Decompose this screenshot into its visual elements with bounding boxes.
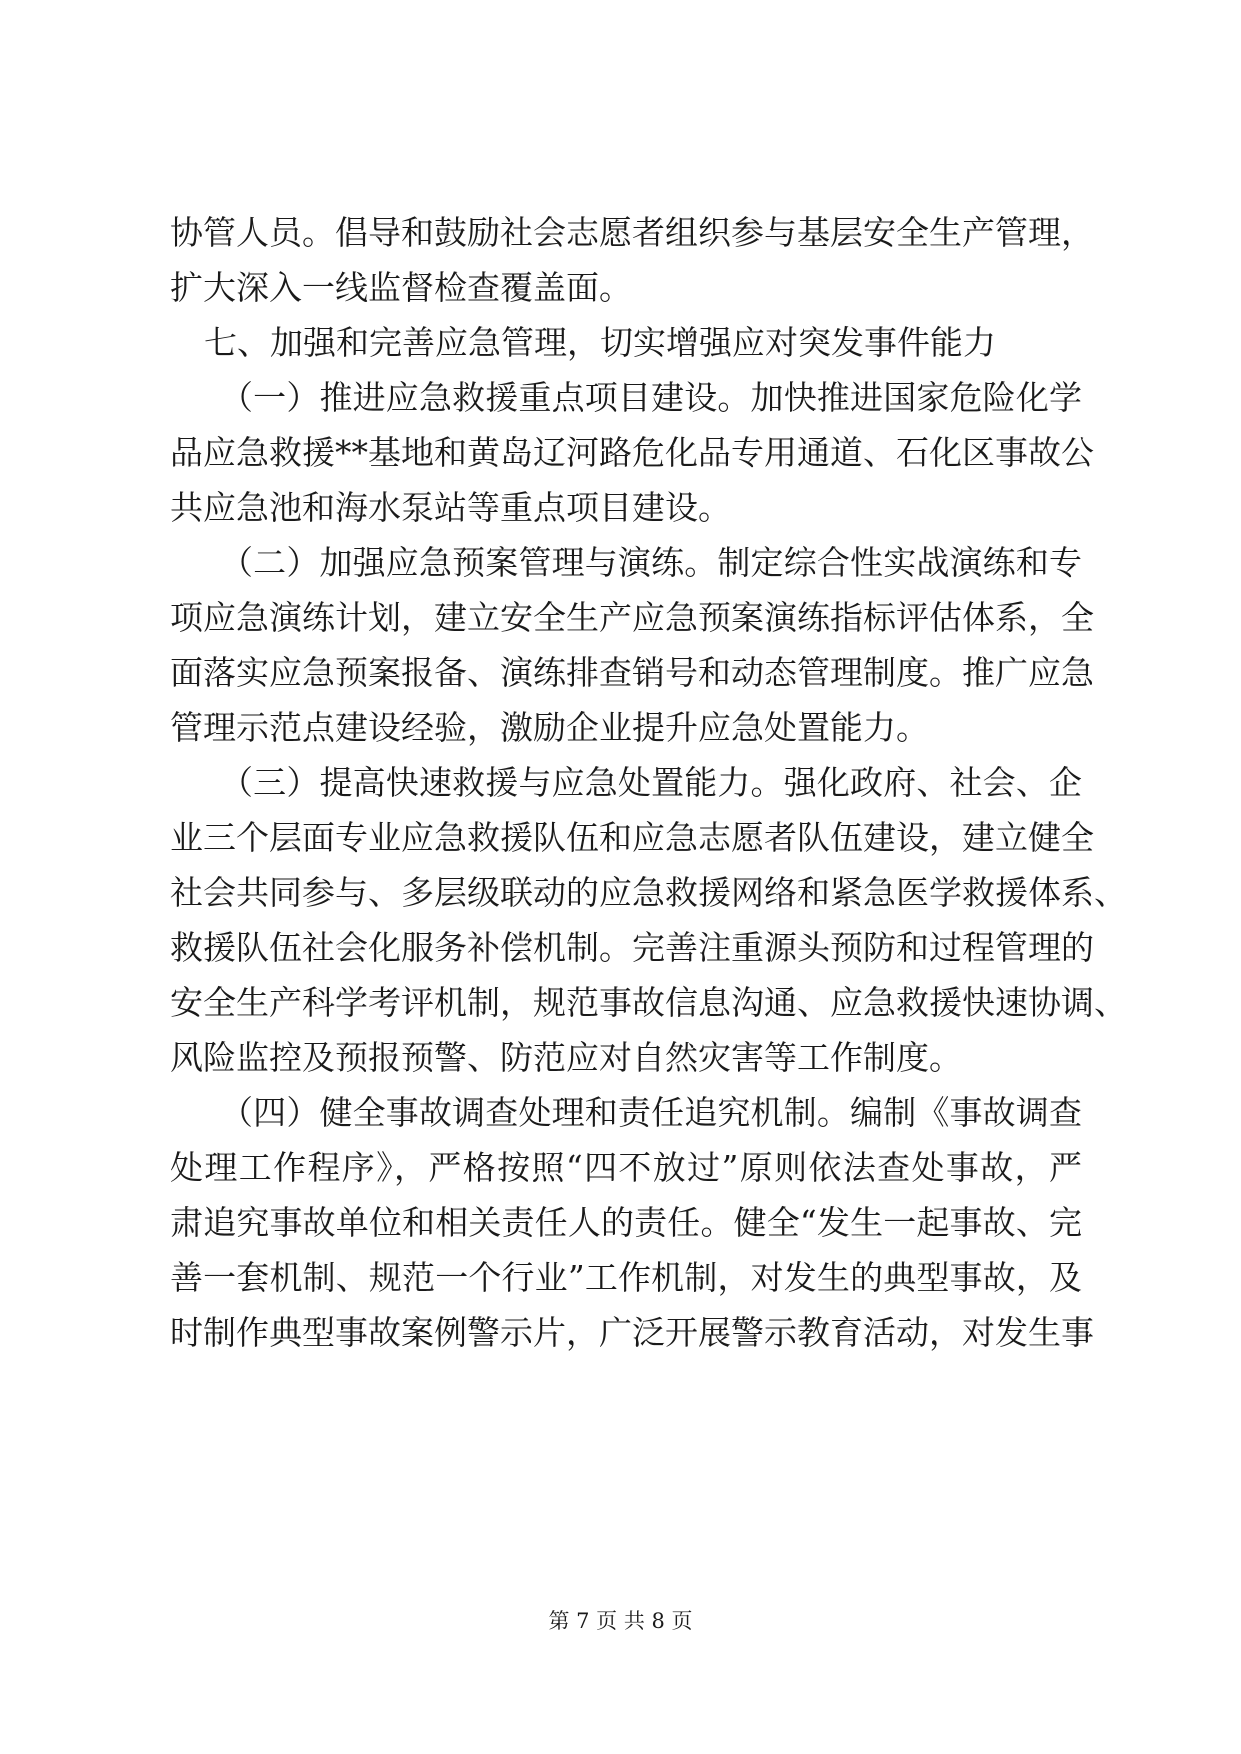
text-line: 肃追究事故单位和相关责任人的责任。健全“发生一起事故、完 [170,1203,1082,1242]
text-line: 业三个层面专业应急救援队伍和应急志愿者队伍建设，建立健全 [170,818,1094,857]
text-line: （三）提高快速救援与应急处置能力。强化政府、社会、企 [220,763,1082,802]
text-line: （四）健全事故调查处理和责任追究机制。编制《事故调查 [220,1093,1082,1132]
text-line: 面落实应急预案报备、演练排查销号和动态管理制度。推广应急 [170,653,1094,692]
text-line: 时制作典型事故案例警示片，广泛开展警示教育活动，对发生事 [170,1313,1094,1352]
text-line: 处理工作程序》，严格按照“四不放过”原则依法查处事故，严 [170,1148,1082,1187]
text-line: 管理示范点建设经验，激励企业提升应急处置能力。 [170,708,929,747]
text-line: （一）推进应急救援重点项目建设。加快推进国家危险化学 [220,378,1082,417]
text-line: 救援队伍社会化服务补偿机制。完善注重源头预防和过程管理的 [170,928,1094,967]
text-line: 品应急救援**基地和黄岛辽河路危化品专用通道、石化区事故公 [170,433,1094,472]
text-line: 善一套机制、规范一个行业”工作机制，对发生的典型事故，及 [170,1258,1082,1297]
text-line: 风险监控及预报预警、防范应对自然灾害等工作制度。 [170,1038,962,1077]
text-line: 协管人员。倡导和鼓励社会志愿者组织参与基层安全生产管理， [170,213,1094,252]
text-line: 扩大深入一线监督检查覆盖面。 [170,268,632,307]
text-line: （二）加强应急预案管理与演练。制定综合性实战演练和专 [220,543,1082,582]
section-heading: 七、加强和完善应急管理，切实增强应对突发事件能力 [204,323,996,362]
text-line: 共应急池和海水泵站等重点项目建设。 [170,488,731,527]
text-line: 安全生产科学考评机制，规范事故信息沟通、应急救援快速协调、 [170,983,1127,1022]
text-line: 项应急演练计划，建立安全生产应急预案演练指标评估体系，全 [170,598,1094,637]
text-line: 社会共同参与、多层级联动的应急救援网络和紧急医学救援体系、 [170,873,1127,912]
page-number-footer: 第 7 页 共 8 页 [548,1609,693,1633]
